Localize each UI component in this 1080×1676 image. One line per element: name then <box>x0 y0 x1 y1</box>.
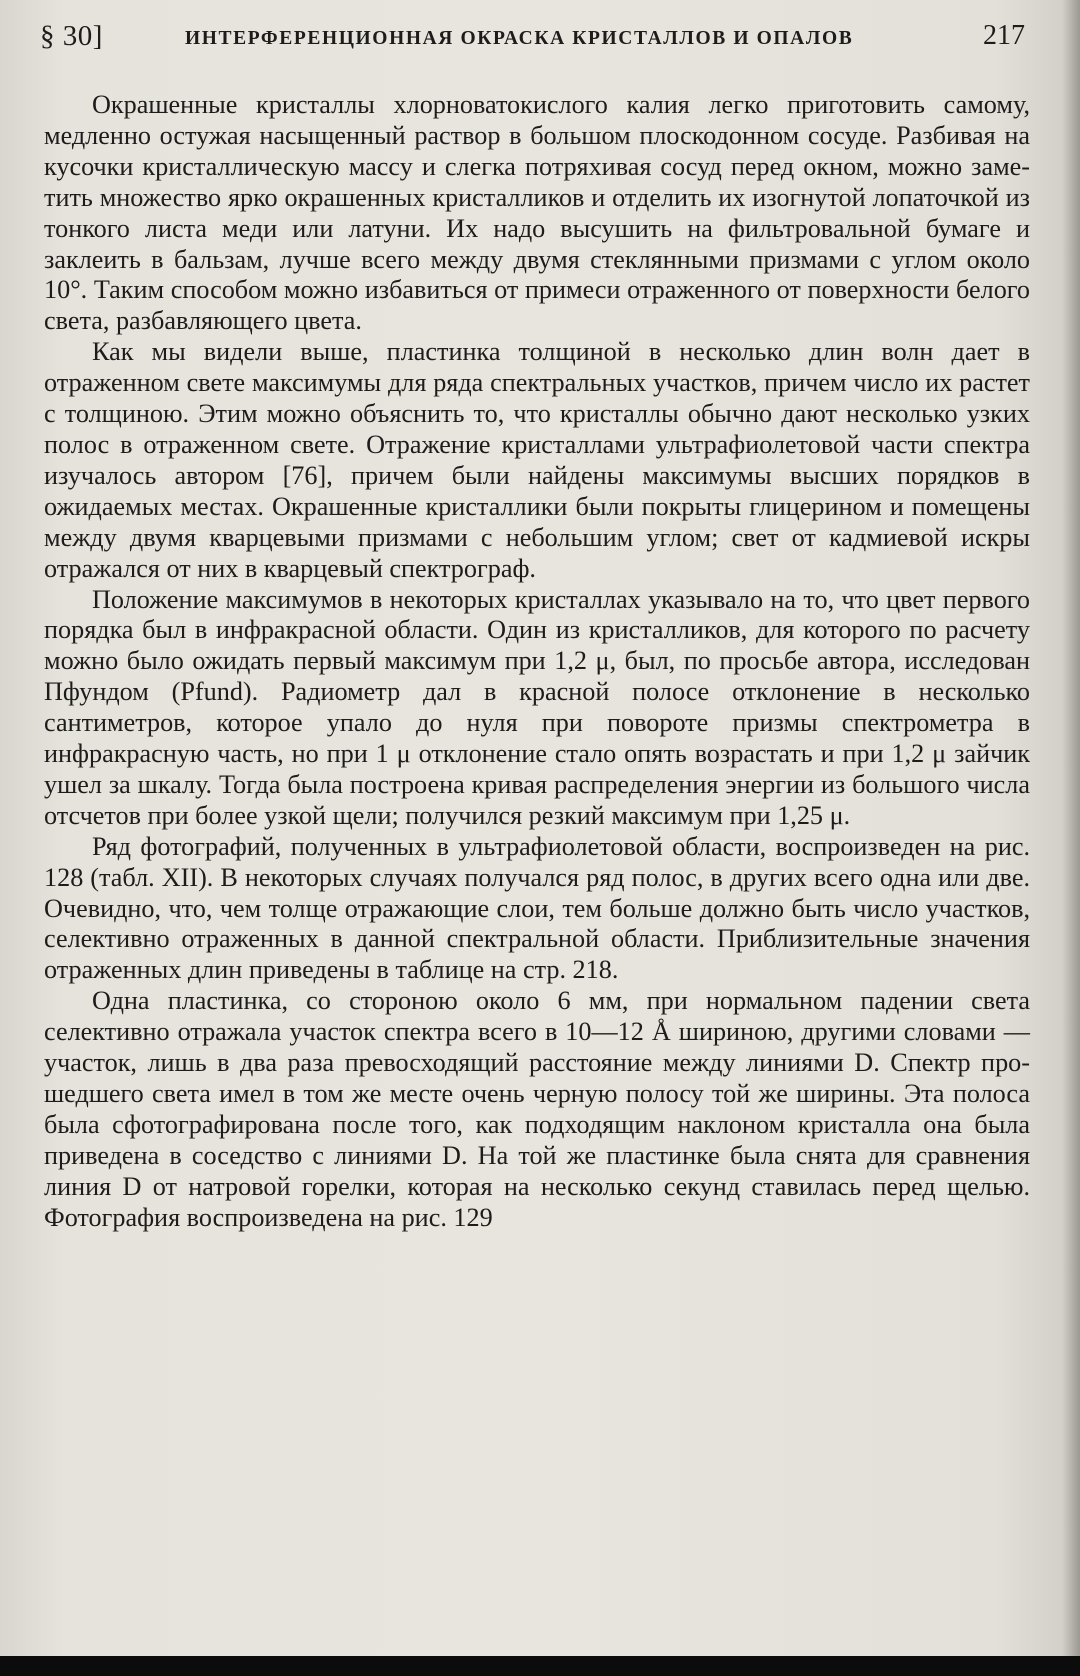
scan-bottom-border <box>0 1656 1080 1676</box>
page-number: 217 <box>983 20 1025 51</box>
paragraph: Одна пластинка, со стороною около 6 мм, при нормальном падении света селективно отражала участок спектра всего в 10—12 Å шириною, другими словами — участок, лишь в два раза превосходящий расстояние между линиями D. Спектр прошедшего света имел в том же месте очень черную полосу той же ширины. Эта полоса была сфотографирована после того, как подходящим наклоном кристалла она была приведена в соседство с линиями D. На той же пластинке была снята для сравнения линия D от натровой горелки, которая на несколько секунд ставилась перед щелью. Фотография воспроизведена на рис. 129 <box>44 986 1030 1232</box>
section-number: § 30] <box>40 20 103 52</box>
paragraph: Положение максимумов в некоторых кристаллах указывало на то, что цвет первого порядка был в инфракрасной области. Один из кристалликов, для которого по расчету можно было ожидать первый максимум при 1,2 μ, был, по просьбе автора, исследован Пфундом (Pfund). Радиометр дал в красной полосе отклонение в несколько сантиметров, которое упало до нуля при повороте призмы спектрометра в инфракрасную часть, но при 1 μ отклонение стало опять возрастать и при 1,2 μ зайчик ушел за шкалу. Тогда была построена кривая распределения энергии из большого числа отсчетов при более узкой щели; получился резкий максимум при 1,25 μ. <box>44 584 1030 830</box>
paragraph: Как мы видели выше, пластинка толщиной в несколько длин волн дает в отраженном свете максимумы для ряда спектральных участков, причем число их растет с толщиною. Этим можно объяснить то, что кристаллы обычно дают несколько узких полос в отраженном свете. Отражение кристаллами ультрафиолетовой части спектра изучалось автором [76], причем были найдены максимумы высших порядков в ожидаемых местах. Окрашенные кристаллики были покрыты глицерином и помещены между двумя кварцевыми призмами с небольшим углом; свет от кадмиевой искры отражался от них в кварцевый спектрограф. <box>44 337 1030 583</box>
body-text <box>44 90 1030 1234</box>
running-title: ИНТЕРФЕРЕНЦИОННАЯ ОКРАСКА КРИСТАЛЛОВ И ОПАЛОВ <box>185 28 854 49</box>
paragraph: Ряд фотографий, полученных в ультрафиолетовой области, воспроизведен на рис. 128 (табл. XII). В некоторых случаях получался ряд полос, в других всего одна или две. Очевидно, что, чем толще отражающие слои, тем больше должно быть число участков, селективно отраженных в данной спектральной области. Приблизительные значения отраженных длин приведены в таблице на стр. 218. <box>44 831 1030 985</box>
page-edge-shadow <box>1062 0 1080 1656</box>
paragraph: Окрашенные кристаллы хлорноватокислого калия легко приготовить самому, медленно остужая насыщенный раствор в большом плоскодонном сосуде. Разбивая на кусочки кристаллическую массу и слегка потряхивая сосуд перед окном, можно заметить множество ярко окрашенных кристалликов и отделить их изогнутой лопаточкой из тонкого листа меди или латуни. Их надо высушить на фильтровальной бумаге и заклеить в бальзам, лучше всего между двумя стеклянными призмами с углом около 10°. Таким способом можно избавиться от примеси отраженного от поверхности белого света, разбавляющего цвета. <box>44 90 1030 336</box>
page-header <box>40 20 1025 60</box>
